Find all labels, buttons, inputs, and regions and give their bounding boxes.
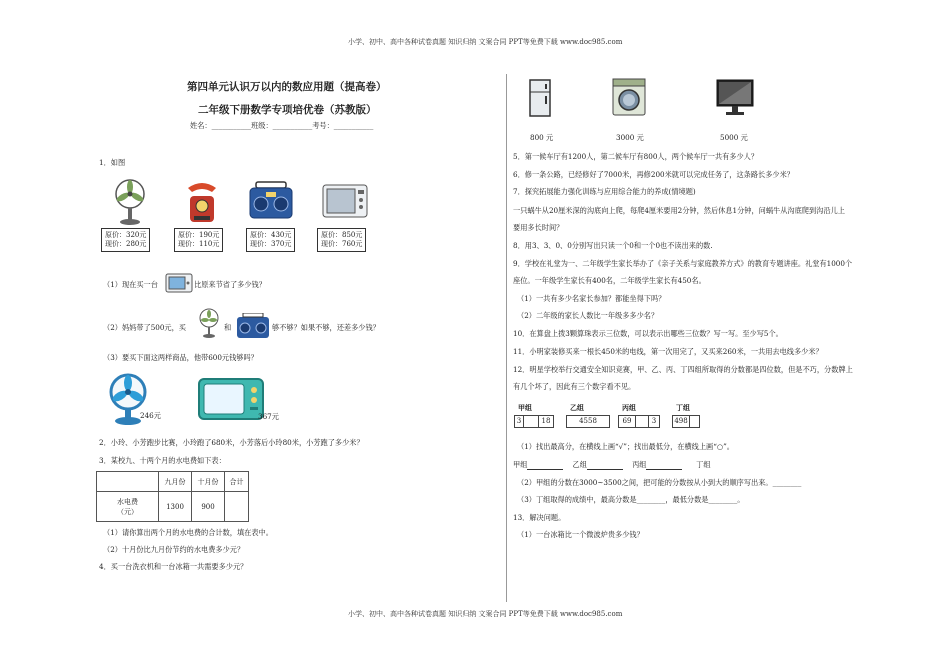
group-label-yi: 乙组 [570,404,584,412]
now-price: 现价：280元 [105,240,147,248]
q10: 10．在算盘上拨3颗算珠表示三位数，可以表示出哪些三位数？写一写。至少写5个。 [513,329,783,338]
blank-label-bing: 丙组 [632,460,647,469]
q1-sub3: （3）要买下面这两样商品，他带600元钱够吗？ [103,353,258,362]
header-total: 合计 [225,472,249,492]
row-label-2: （元） [117,507,138,516]
now-price: 现价：760元 [321,240,363,248]
q12-sub3: （3）丁组取得的成绩中，最高分数是________，最低分数是________。 [517,495,745,504]
radio-icon [248,180,294,222]
q12-line2: 有几个坏了，因此有三个数字看不见。 [513,382,636,391]
q1-label: 1．如图 [99,158,126,167]
blank-label-jia: 甲组 [513,460,528,469]
now-price: 现价：110元 [178,240,220,248]
price-fan-label: 246元 [140,411,161,420]
q11: 11．小明家装修买来一根长450米的电线，第一次用完了，又买来260米，一共用去电线多少米？ [513,347,823,356]
page-header: 小学、初中、高中各种试卷真题 知识归纳 文案合同 PPT等免费下载 www.doc985.com [348,38,623,46]
teal-microwave-icon [198,378,264,422]
digit: 69 [622,417,632,425]
orig-price: 原价：430元 [250,231,292,239]
cell-total[interactable] [225,492,249,522]
column-divider [506,74,507,602]
q1-sub2-pre: （2）妈妈带了500元，买 [103,323,186,332]
q12-sub1: （1）找出最高分，在横线上画“√”；找出最低分，在横线上画“○”。 [517,442,734,451]
page-footer: 小学、初中、高中各种试卷真题 知识归纳 文案合同 PPT等免费下载 www.doc985.com [348,610,623,618]
digit: 3 [648,416,659,427]
q8: 8．用3、3、0、0分别写出只读一个0和一个0也不读出来的数. [513,241,713,250]
price-washer: 3000 元 [616,133,644,142]
digit: 18 [538,416,553,427]
q1-sub2-mid: 和 [224,323,232,332]
group-label-bing: 丙组 [622,404,636,412]
group-board-jia [514,415,554,428]
q9-line1: 9．学校在礼堂为一、二年级学生家长举办了《亲子关系与家庭教养方式》的教育专题讲座。礼堂有1000个 [513,259,853,268]
digit: 4558 [579,417,597,425]
microwave-icon-small [165,273,193,293]
blank-label-yi: 乙组 [572,460,587,469]
cell-sep: 1300 [159,492,192,522]
q1-sub1-pre: （1）现在买一台 [103,280,158,289]
title-main: 第四单元认识万以内的数应用题（提高卷） [187,81,387,93]
q9-sub1: （1）一共有多少名家长参加？都能坐得下吗？ [517,294,666,303]
orig-price: 原价：850元 [321,231,363,239]
q3-sub2: （2）十月份比九月份节约的水电费多少元？ [103,545,245,554]
answer-blank-jia[interactable] [527,461,563,470]
hidden-digit [635,416,648,427]
row-label [97,492,159,522]
q7-title: 7．探究拓展能力强化训练与应用综合能力的养成(情境题) [513,187,696,196]
q3-label: 3．某校九、十两个月的水电费如下表： [99,456,226,465]
answer-blank-bing[interactable] [646,461,682,470]
price-fridge: 800 元 [530,133,554,142]
q3-sub1: （1）请你算出两个月的水电费的合计数，填在表中。 [103,528,273,537]
group-board-ding [672,415,700,428]
group-board-bing [618,415,660,428]
group-label-ding: 丁组 [676,404,690,412]
q4: 4．买一台洗衣机和一台冰箱一共需要多少元？ [99,562,248,571]
cell-oct: 900 [192,492,225,522]
q7-line2: 要用多长时间？ [513,223,564,232]
washing-machine-icon [612,78,646,116]
digit: 3 [516,417,522,425]
q1-sub2-post: 够不够？如果不够，还差多少钱？ [272,323,380,332]
orig-price: 原价：320元 [105,231,147,239]
price-box-microwave [317,228,366,252]
title-sub: 二年级下册数学专项培优卷（苏教版） [198,104,377,116]
q12-sub2: （2）甲组的分数在3000~3500之间，把可能的分数按从小到大的顺序写出来。________ [517,478,802,487]
orig-price: 原价：190元 [178,231,220,239]
blank-label-ding: 丁组 [696,460,711,469]
microwave-icon [322,184,368,218]
q1-sub1-post: 比原来节省了多少钱？ [194,280,266,289]
fan-icon [110,178,150,226]
header-sep: 九月份 [159,472,192,492]
student-info: 姓名：___________班级：___________考号：___________ [190,121,374,130]
hidden-digit [523,416,538,427]
telephone-icon [182,178,222,226]
price-box-fan [101,228,150,252]
q13: 13．解决问题。 [513,513,566,522]
fan-icon-small [196,308,222,338]
price-microwave-label: 367元 [258,412,279,421]
row-label-1: 水电费 [117,497,138,506]
q7-line1: 一只蜗牛从20厘米深的沟底向上爬，每爬4厘米要用2分钟，然后休息1分钟，问蜗牛从沟底爬到沟沿儿上 [513,206,845,215]
now-price: 现价：370元 [250,240,292,248]
group-board-yi [566,415,610,428]
digit: 498 [674,417,688,425]
hidden-digit [689,416,698,427]
answer-blank-yi[interactable] [587,461,623,470]
header-empty [97,472,159,492]
q9-line2: 座位。一年级学生家长有400名，二年级学生家长有450名。 [513,276,706,285]
radio-icon-small [236,313,270,339]
price-box-phone [174,228,223,252]
fee-table [96,471,249,522]
q13-sub1: （1）一台冰箱比一个微波炉贵多少钱？ [517,530,644,539]
price-box-radio [246,228,295,252]
price-monitor: 5000 元 [720,133,748,142]
fridge-icon [528,78,552,118]
header-oct: 十月份 [192,472,225,492]
q12-line1: 12．明星学校举行交通安全知识竞赛，甲、乙、丙、丁四组所取得的分数都是四位数，但是不巧，分数牌上 [513,365,853,374]
q12-blanks [513,460,711,470]
group-label-jia: 甲组 [518,404,532,412]
q9-sub2: （2）二年级的家长人数比一年级多多少名？ [517,311,659,320]
q2: 2．小玲、小芳跑步比赛，小玲跑了680米，小芳落后小玲80米，小芳跑了多少米？ [99,438,364,447]
q6: 6．修一条公路，已经修好了7000米，再修200米就可以完成任务了，这条路长多少米？ [513,170,794,179]
q5: 5．第一候车厅有1200人，第二候车厅有800人，两个候车厅一共有多少人？ [513,152,759,161]
monitor-icon [715,78,755,118]
